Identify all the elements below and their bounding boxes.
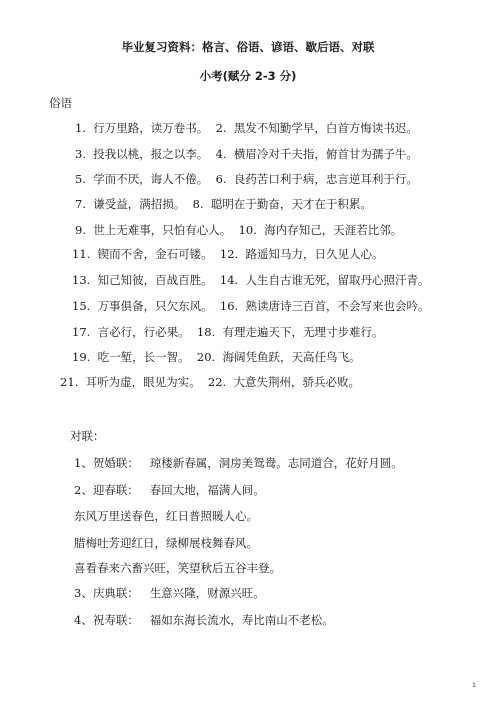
proverb-text: 学而不厌，诲人不倦。 bbox=[93, 172, 209, 186]
proverb-number: 5. bbox=[75, 172, 86, 186]
couplet-line: 喜看春来六畜兴旺，笑望秋后五谷丰登。 bbox=[74, 561, 281, 575]
proverb-number: 8. bbox=[192, 197, 204, 211]
proverb-number: 12. bbox=[219, 247, 239, 261]
proverb-number: 1. bbox=[75, 121, 86, 135]
couplet-line: 2、迎春联： 春回大地，福满人间。 bbox=[74, 483, 265, 497]
proverb-number: 7. bbox=[75, 197, 86, 211]
proverb-row bbox=[60, 374, 360, 390]
proverb-number: 6. bbox=[215, 172, 227, 186]
proverb-text: 大意失荆州，骄兵必败。 bbox=[233, 375, 361, 389]
proverb-text: 投我以桃，报之以李。 bbox=[93, 147, 209, 161]
proverb-row bbox=[75, 171, 418, 187]
proverb-row bbox=[75, 146, 418, 162]
proverb-text: 熟读唐诗三百首，不会写来也会吟。 bbox=[245, 299, 430, 313]
proverb-text: 世上无难事，只怕有心人。 bbox=[93, 223, 232, 237]
proverb-text: 吃一堑，长一智。 bbox=[97, 350, 190, 364]
proverb-number: 22. bbox=[207, 375, 227, 389]
proverb-text: 聪明在于勤奋，天才在于积累。 bbox=[210, 197, 372, 211]
proverb-text: 海阔凭鱼跃，天高任鸟飞。 bbox=[222, 350, 361, 364]
proverb-text: 行万里路，读万卷书。 bbox=[93, 121, 209, 135]
proverb-text: 海内存知己，天涯若比邻。 bbox=[264, 223, 403, 237]
proverb-number: 10. bbox=[238, 223, 257, 237]
proverb-number: 20. bbox=[196, 350, 216, 364]
proverb-row bbox=[75, 222, 402, 238]
proverb-number: 13. bbox=[72, 273, 91, 287]
document-title: 毕业复习资料：格言、俗语、谚语、歇后语、对联 bbox=[121, 40, 375, 54]
proverb-number: 4. bbox=[215, 147, 227, 161]
proverb-number: 3. bbox=[75, 147, 86, 161]
section-heading-proverbs: 俗语 bbox=[49, 96, 72, 110]
proverb-text: 知己知彼，百战百胜。 bbox=[97, 273, 213, 287]
proverb-row bbox=[72, 246, 384, 262]
proverb-number: 19. bbox=[72, 350, 91, 364]
proverb-number: 2. bbox=[215, 121, 227, 135]
proverb-number: 17. bbox=[72, 325, 91, 339]
proverb-number: 16. bbox=[219, 299, 239, 313]
proverb-text: 横眉冷对千夫指，俯首甘为孺子牛。 bbox=[233, 147, 418, 161]
proverb-number: 11. bbox=[72, 247, 91, 261]
proverb-text: 锲而不舍，金石可镂。 bbox=[97, 247, 213, 261]
proverb-row bbox=[72, 272, 430, 288]
proverb-text: 耳听为虚，眼见为实。 bbox=[85, 375, 201, 389]
couplet-line: 1、贺婚联： 琼楼新春属，洞房美鸳鸯。志同道合，花好月圆。 bbox=[74, 456, 403, 470]
proverb-number: 15. bbox=[72, 299, 91, 313]
couplet-line: 东风万里送春色，红日普照暖人心。 bbox=[74, 509, 258, 523]
proverb-row bbox=[75, 120, 418, 136]
page-number: 1 bbox=[472, 682, 476, 689]
document-subtitle: 小考(赋分 2-3 分) bbox=[199, 69, 297, 83]
proverb-text: 言必行，行必果。 bbox=[97, 325, 190, 339]
section-heading-couplets: 对联： bbox=[70, 429, 105, 443]
proverb-row bbox=[72, 298, 430, 314]
proverb-text: 谦受益，满招损。 bbox=[93, 197, 186, 211]
proverb-text: 万事俱备，只欠东风。 bbox=[97, 299, 213, 313]
couplet-line: 腊梅吐芳迎红日，绿柳展枝舞春风。 bbox=[74, 536, 258, 550]
proverb-number: 18. bbox=[196, 325, 216, 339]
proverb-number: 9. bbox=[75, 223, 86, 237]
proverb-text: 有理走遍天下，无理寸步难行。 bbox=[222, 325, 384, 339]
proverb-text: 路遥知马力，日久见人心。 bbox=[245, 247, 384, 261]
couplet-line: 3、庆典联： 生意兴隆，财源兴旺。 bbox=[74, 586, 265, 600]
proverb-number: 14. bbox=[219, 273, 239, 287]
proverb-text: 人生自古谁无死，留取丹心照汗青。 bbox=[245, 273, 430, 287]
couplet-line: 4、祝寿联： 福如东海长流水，寿比南山不老松。 bbox=[74, 613, 334, 627]
proverb-row bbox=[72, 349, 361, 365]
proverb-number: 21. bbox=[60, 375, 79, 389]
proverb-text: 黑发不知勤学早，白首方悔读书迟。 bbox=[233, 121, 418, 135]
proverb-text: 良药苦口利于病，忠言逆耳利于行。 bbox=[233, 172, 418, 186]
proverb-row bbox=[75, 196, 372, 212]
proverb-row bbox=[72, 324, 384, 340]
